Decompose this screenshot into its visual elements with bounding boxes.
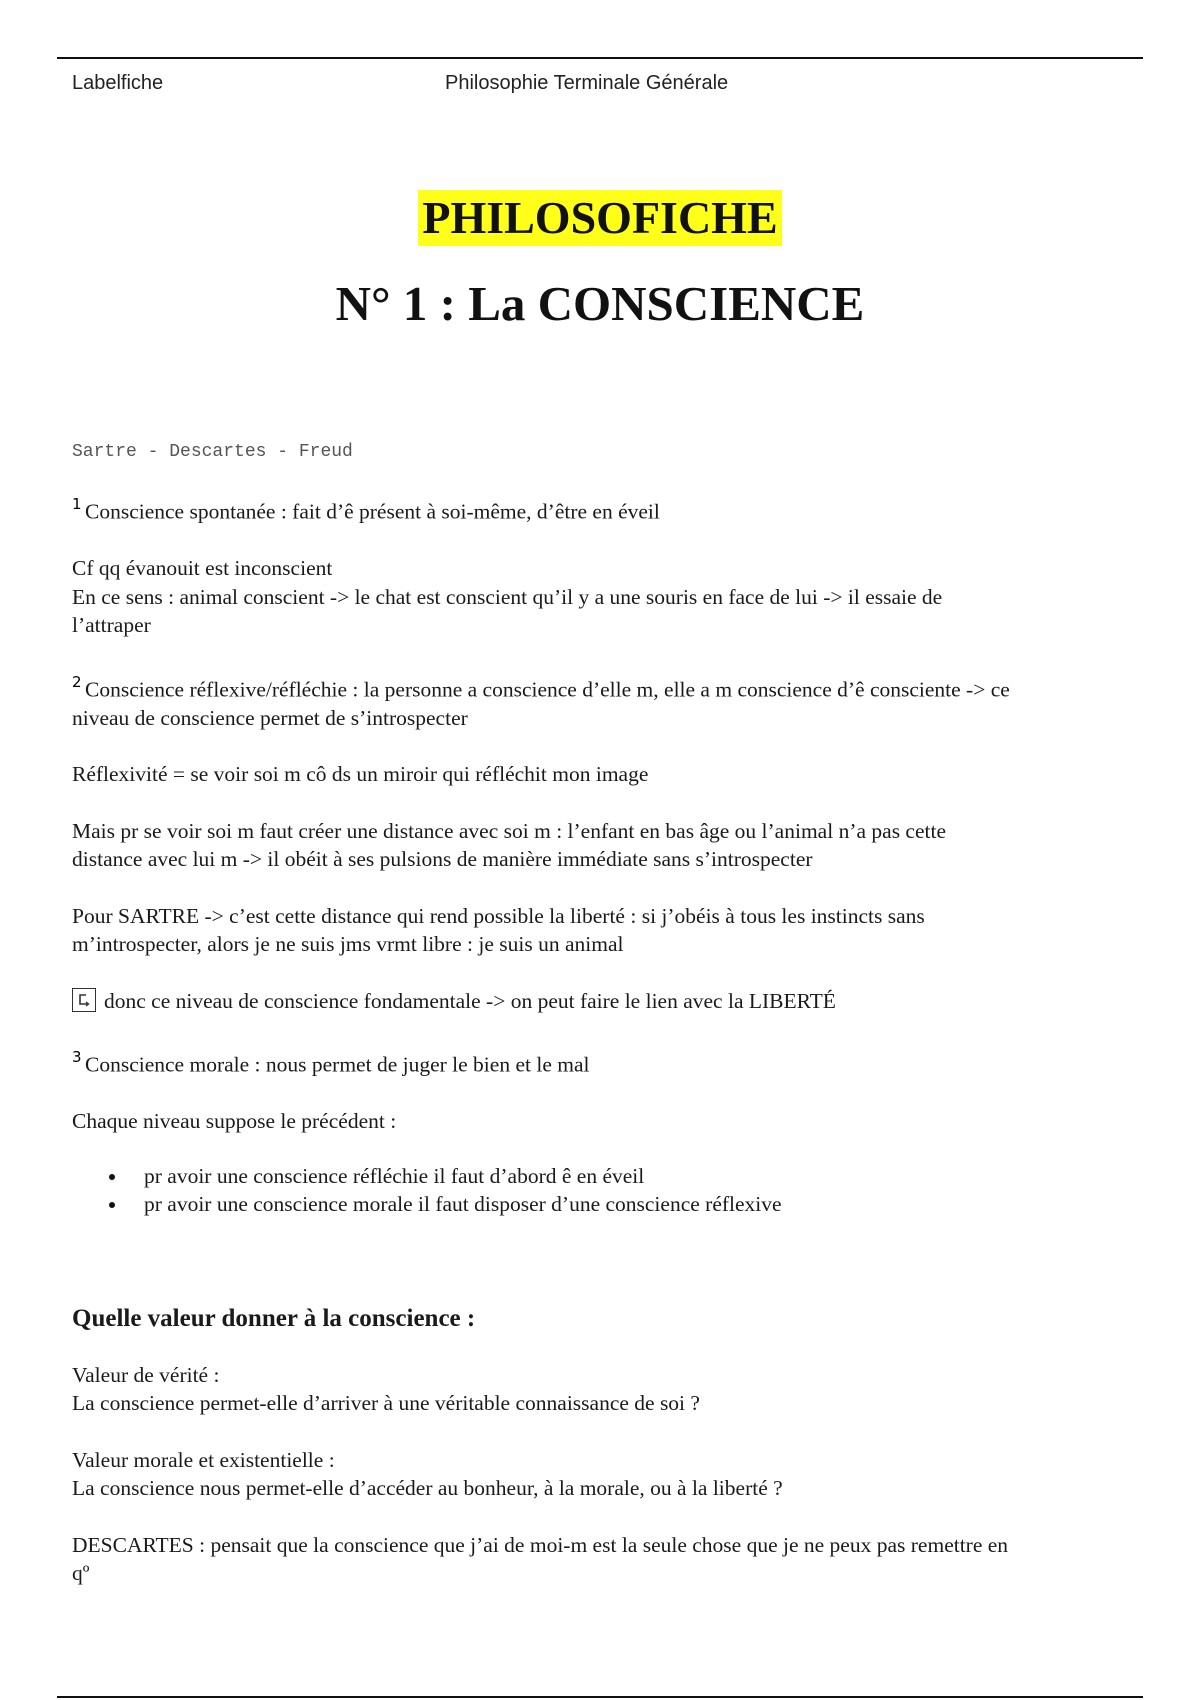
paragraph-spontaneous: 1 Conscience spontanée : fait d’ê présent à soi-même, d’être en éveil	[72, 490, 1132, 526]
footer-rule	[57, 1696, 1143, 1698]
level-one-glyph-icon: 1	[72, 495, 82, 513]
paragraph-reflexive: 2 Conscience réflexive/réfléchie : la personne a conscience d’elle m, elle a m conscience d’ê consciente -> ce niveau de conscience permet de s’introspecter	[72, 668, 1132, 733]
header-course-label: Philosophie Terminale Générale	[445, 72, 729, 94]
arrow-return-box-icon	[72, 988, 96, 1012]
paragraph-truth-value: Valeur de vérité : La conscience permet-elle d’arriver à une véritable connaissance de soi ?	[72, 1362, 700, 1415]
paragraph-distance: Mais pr se voir soi m faut créer une distance avec soi m : l’enfant en bas âge ou l’animal n’a pas cette distance avec lui m -> il obéit à ses pulsions de manière immédiate sans s’introspecter	[72, 818, 947, 871]
level-two-glyph-icon: 2	[72, 672, 82, 691]
authors-line: Sartre - Descartes - Freud	[72, 442, 353, 462]
paragraph-unconscious: Cf qq évanouit est inconscient En ce sens : animal conscient -> le chat est conscient qu’il y a une souris en face de lui -> il essaie de l’attraper	[72, 556, 943, 637]
title-block	[0, 190, 1200, 246]
list-item: pr avoir une conscience morale il faut disposer d’une conscience réflexive	[144, 1190, 1132, 1219]
paragraph-liberty-link: donc ce niveau de conscience fondamentale -> on peut faire le lien avec la LIBERTÉ	[72, 987, 1132, 1016]
levels-list	[72, 1162, 1132, 1219]
paragraph-levels-intro: Chaque niveau suppose le précédent :	[72, 1109, 397, 1133]
section-heading: Quelle valeur donner à la conscience :	[72, 1304, 476, 1332]
paragraph-sartre: Pour SARTRE -> c’est cette distance qui rend possible la liberté : si j’obéis à tous les instincts sans m’introspecter, alors je ne suis jms vrmt libre : je suis un animal	[72, 903, 925, 956]
page-title: PHILOSOFICHE	[418, 190, 781, 246]
header-rule	[57, 57, 1143, 59]
paragraph-reflexivity: Réflexivité = se voir soi m cô ds un miroir qui réfléchit mon image	[72, 762, 649, 786]
level-three-glyph-icon: 3	[72, 1048, 82, 1066]
paragraph-moral: 3 Conscience morale : nous permet de juger le bien et le mal	[72, 1043, 1132, 1079]
list-item: pr avoir une conscience réfléchie il faut d’abord ê en éveil	[144, 1162, 1132, 1191]
page-subtitle: N° 1 : La CONSCIENCE	[335, 276, 865, 331]
document-body	[72, 440, 1132, 1616]
subtitle-block	[0, 274, 1200, 334]
header-left-label: Labelfiche	[72, 72, 164, 94]
paragraph-moral-value: Valeur morale et existentielle : La conscience nous permet-elle d’accéder au bonheur, à la morale, ou à la liberté ?	[72, 1447, 783, 1500]
paragraph-descartes: DESCARTES : pensait que la conscience que j’ai de moi-m est la seule chose que je ne peux pas remettre en qº	[72, 1532, 1009, 1585]
